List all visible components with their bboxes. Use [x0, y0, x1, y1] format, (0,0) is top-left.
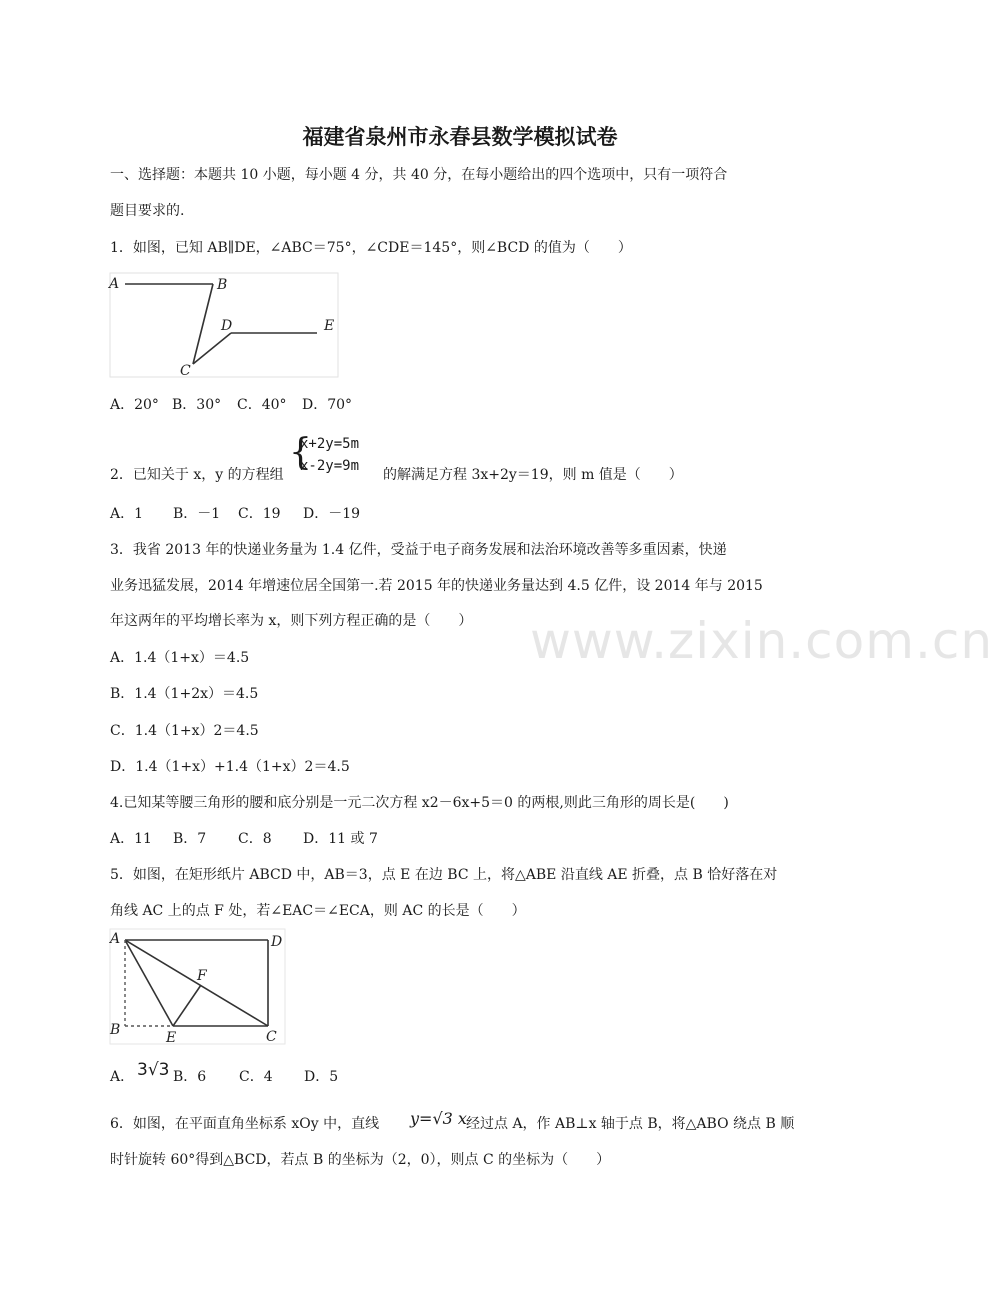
- q1-stem: 1．如图，已知 AB∥DE，∠ABC＝75°，∠CDE＝145°，则∠BCD 的值为（ ）: [110, 240, 632, 256]
- q2-equation-system: [289, 432, 360, 477]
- q1-option-c[interactable]: C．40°: [237, 397, 287, 413]
- q1-label-e: E: [324, 318, 335, 334]
- q5-line-ae: [125, 940, 173, 1026]
- page-title: 福建省泉州市永春县数学模拟试卷: [302, 125, 618, 149]
- q5-label-c: C: [266, 1029, 277, 1045]
- q5-label-b: B: [110, 1022, 121, 1038]
- q3-line3: 年这两年的平均增长率为 x，则下列方程正确的是（ ）: [110, 613, 473, 629]
- q5-label-a: A: [110, 931, 121, 947]
- q1-option-d[interactable]: D．70°: [302, 397, 353, 413]
- q3-line2: 业务迅猛发展，2014 年增速位居全国第一.若 2015 年的快递业务量达到 4.5 亿件，设 2014 年与 2015: [110, 578, 763, 594]
- q1-option-a[interactable]: A．20°: [110, 397, 159, 413]
- q4-option-a[interactable]: A．11: [110, 831, 152, 847]
- q5-line-ef: [173, 985, 201, 1026]
- q5-options: [173, 1067, 338, 1087]
- q2-option-b[interactable]: B．－1: [173, 506, 221, 522]
- q3-option-d[interactable]: D．1.4（1+x）+1.4（1+x）2＝4.5: [110, 759, 350, 775]
- q2-eq1: x+2y=5m: [300, 436, 360, 452]
- q3-option-b[interactable]: B．1.4（1+2x）＝4.5: [110, 686, 259, 702]
- q4-options: [110, 829, 378, 849]
- q2-option-c[interactable]: C．19: [238, 506, 281, 522]
- q2-brace: {: [289, 432, 312, 473]
- q2-stem-post: 的解满足方程 3x+2y＝19，则 m 值是（ ）: [383, 467, 683, 483]
- q2-eq2: x-2y=9m: [300, 458, 360, 474]
- q6-formula: y=√3 x: [410, 1109, 467, 1128]
- q5-option-a-value: 3√3: [137, 1060, 170, 1080]
- q4-option-d[interactable]: D．11 或 7: [303, 831, 378, 847]
- q4-option-b[interactable]: B．7: [173, 831, 207, 847]
- q6-line1-post: 经过点 A，作 AB⊥x 轴于点 B，将△ABO 绕点 B 顺: [466, 1116, 795, 1132]
- q2-options: [110, 504, 360, 524]
- q5-line2: 角线 AC 上的点 F 处，若∠EAC＝∠ECA，则 AC 的长是（ ）: [110, 903, 526, 919]
- q3-line1: 3．我省 2013 年的快递业务量为 1.4 亿件，受益于电子商务发展和法治环境改善等多重因素，快递: [110, 542, 727, 558]
- q1-option-b[interactable]: B．30°: [172, 397, 222, 413]
- q2-option-d[interactable]: D．－19: [303, 506, 361, 522]
- q5-line1: 5．如图，在矩形纸片 ABCD 中，AB＝3，点 E 在边 BC 上，将△ABE 沿直线 AE 折叠，点 B 恰好落在对: [110, 867, 778, 883]
- q1-label-b: B: [217, 277, 228, 293]
- q1-options: [110, 395, 352, 415]
- q1-label-d: D: [221, 318, 233, 334]
- q5-option-c[interactable]: C．4: [239, 1069, 273, 1085]
- q1-label-c: C: [180, 363, 191, 379]
- q4-option-c[interactable]: C．8: [238, 831, 272, 847]
- q6-line1-pre: 6．如图，在平面直角坐标系 xOy 中，直线: [110, 1116, 380, 1132]
- section-instructions-line2: 题目要求的.: [110, 203, 185, 219]
- q5-label-d: D: [271, 934, 283, 950]
- q5-option-d[interactable]: D．5: [304, 1069, 339, 1085]
- q6-line2: 时针旋转 60°得到△BCD，若点 B 的坐标为（2，0），则点 C 的坐标为（ ）: [110, 1152, 611, 1168]
- q3-option-c[interactable]: C．1.4（1+x）2＝4.5: [110, 723, 259, 739]
- q5-label-e: E: [166, 1030, 177, 1046]
- watermark: www.zixin.com.cn: [530, 612, 993, 670]
- q1-line-cd: [193, 333, 231, 364]
- q2-stem-pre: 2．已知关于 x，y 的方程组: [110, 467, 284, 483]
- q3-option-a[interactable]: A．1.4（1+x）＝4.5: [110, 650, 250, 666]
- section-instructions-line1: 一、选择题：本题共 10 小题，每小题 4 分，共 40 分，在每小题给出的四个选项中，只有一项符合: [110, 167, 728, 183]
- q1-label-a: A: [109, 276, 120, 292]
- q4-stem: 4.已知某等腰三角形的腰和底分别是一元二次方程 x2－6x+5＝0 的两根,则此三角形的周长是( ): [110, 795, 729, 811]
- q1-line-bc: [193, 284, 213, 364]
- q5-figure: [105, 928, 290, 1048]
- q2-option-a[interactable]: A．1: [110, 506, 144, 522]
- q5-option-a-label[interactable]: A．: [110, 1069, 135, 1085]
- q5-label-f: F: [197, 968, 207, 984]
- q5-option-b[interactable]: B．6: [173, 1069, 207, 1085]
- q1-figure: [105, 272, 345, 382]
